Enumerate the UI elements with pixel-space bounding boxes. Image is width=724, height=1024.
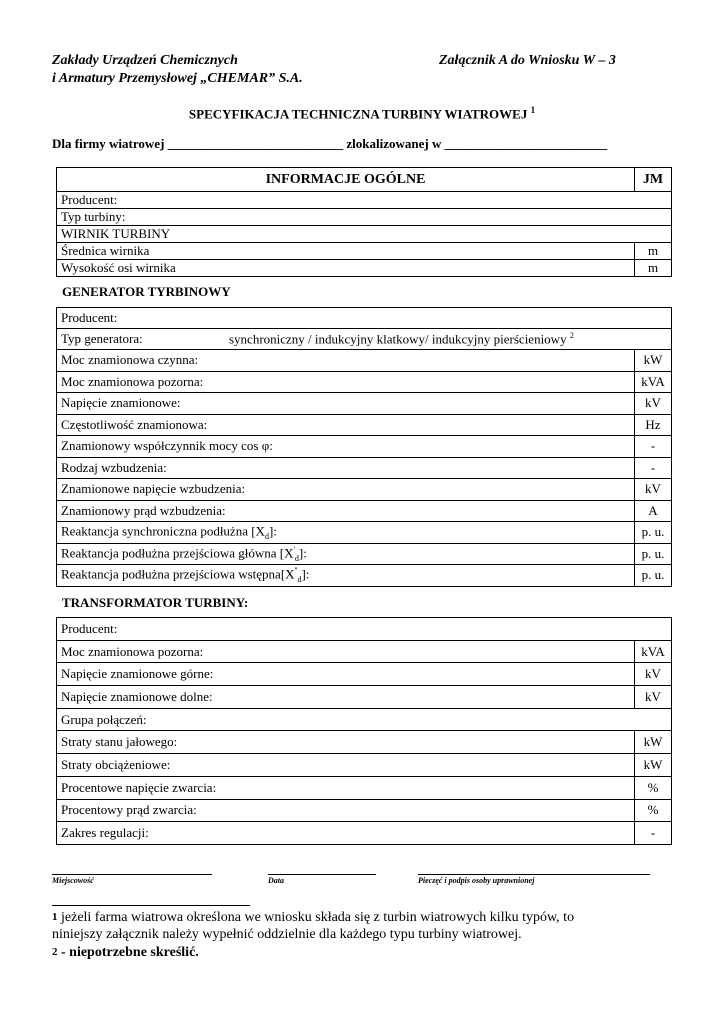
table-row [57,565,672,587]
row-unit: p. u. [635,543,672,565]
row-unit: p. u. [635,522,672,544]
table-row [57,260,672,277]
table-row [57,640,672,663]
footnote-2-number: 2 [52,946,58,958]
row-label: Typ turbiny: [57,209,672,226]
row-label: Moc znamionowa pozorna: [57,371,635,393]
row-unit: kV [635,393,672,415]
row-label: Napięcie znamionowe: [57,393,635,415]
general-info-heading: INFORMACJE OGÓLNE [57,168,635,192]
generator-heading: GENERATOR TYRBINOWY [62,284,231,299]
row-unit: kW [635,731,672,754]
row-label: Znamionowy prąd wzbudzenia: [57,500,635,522]
generator-table [56,307,672,587]
row-unit: kV [635,663,672,686]
reactance-sup: '' [294,566,298,576]
row-unit: p. u. [635,565,672,587]
table-row [57,192,672,209]
row-label: Moc znamionowa czynna: [57,350,635,372]
reactance-sub: d [264,532,269,542]
reactance-label [57,565,635,587]
row-unit: kV [635,686,672,709]
row-label: Grupa połączeń: [57,708,672,731]
row-unit: m [635,243,672,260]
row-unit: A [635,500,672,522]
footnote-separator [52,905,250,906]
attachment-label: Załącznik A do Wniosku W – 3 [439,53,616,68]
reactance-pre: Reaktancja podłużna przejściowa wstępna[X [61,566,295,582]
row-unit: - [635,436,672,458]
row-unit: kV [635,479,672,501]
row-label: Procentowe napięcie zwarcia: [57,776,635,799]
table-row [57,822,672,845]
row-unit: m [635,260,672,277]
firm-line: Dla firmy wiatrowej ___________________________ zlokalizowanej w _________________________ [52,136,608,151]
title-footnote-ref: 1 [530,105,536,115]
transformer-heading: TRANSFORMATOR TURBINY: [62,595,249,610]
row-label: Rodzaj wzbudzenia: [57,457,635,479]
reactance-pre: Reaktancja synchroniczna podłużna [X [61,523,265,539]
date-label: Data [268,876,284,885]
row-label: Straty obciążeniowe: [57,754,635,777]
row-label: Znamionowy współczynnik mocy cos φ: [57,436,635,458]
row-label: Zakres regulacji: [57,822,635,845]
document-title [0,105,724,122]
table-row [57,457,672,479]
date-signature-line [268,874,376,875]
row-label: Straty stanu jałowego: [57,731,635,754]
generator-type-footnote-ref: 2 [569,330,574,340]
row-label: Średnica wirnika [57,243,635,260]
table-row [57,414,672,436]
row-unit: % [635,799,672,822]
generator-type-options: synchroniczny / indukcyjny klatkowy/ indukcyjny pierścieniowy [229,331,567,347]
table-row [57,663,672,686]
general-info-table [56,167,672,277]
row-label: Producent: [57,192,672,209]
row-unit: % [635,776,672,799]
row-unit: kVA [635,371,672,393]
footnote-1-number: 1 [52,911,58,923]
stamp-label: Pieczęć i podpis osoby uprawnionej [418,876,535,885]
row-label: Znamionowe napięcie wzbudzenia: [57,479,635,501]
reactance-pre: Reaktancja podłużna przejściowa główna [X [61,545,294,561]
reactance-sup: ' [293,544,295,554]
row-unit: kVA [635,640,672,663]
table-row [57,350,672,372]
row-label: Producent: [57,618,672,641]
table-row [57,708,672,731]
table-row [57,731,672,754]
reactance-post: ]: [268,523,277,539]
table-row [57,371,672,393]
reactance-label [57,522,635,544]
unit-heading: JM [635,168,672,192]
reactance-label [57,543,635,565]
table-row [57,243,672,260]
row-unit: kW [635,350,672,372]
table-row [57,686,672,709]
row-unit: Hz [635,414,672,436]
table-row [57,776,672,799]
reactance-sub: d [297,575,302,585]
reactance-post: ]: [298,545,307,561]
company-line-2: i Armatury Przemysłowej „CHEMAR” S.A. [52,71,303,86]
footnote-2 [52,944,199,961]
row-unit: - [635,822,672,845]
transformer-table [56,617,672,845]
table-row [57,522,672,544]
row-label: Częstotliwość znamionowa: [57,414,635,436]
table-row [57,226,672,243]
reactance-sub: d [294,553,299,563]
table-row [57,754,672,777]
row-label: WIRNIK TURBINY [57,226,672,243]
company-name [52,52,303,88]
table-row [57,209,672,226]
generator-producer: Producent: [57,308,672,329]
row-label: Napięcie znamionowe dolne: [57,686,635,709]
table-row [57,500,672,522]
row-label: Moc znamionowa pozorna: [57,640,635,663]
footnote-1 [52,909,612,943]
generator-type-label: Typ generatora: [61,331,143,347]
stamp-signature-line [418,874,650,875]
footnote-1-text: jeżeli farma wiatrowa określona we wniosku składa się z turbin wiatrowych kilku typów, to niniejszy załącznik należy wypełnić oddzielnie dla każdego typu turbiny wiatrowej. [52,910,575,942]
table-row [57,618,672,641]
table-row [57,436,672,458]
table-row [57,393,672,415]
row-unit: kW [635,754,672,777]
generator-type-row [57,329,672,350]
row-label: Procentowy prąd zwarcia: [57,799,635,822]
place-label: Miejscowość [52,876,94,885]
table-row [57,543,672,565]
company-line-1: Zakłady Urządzeń Chemicznych [52,53,238,68]
reactance-post: ]: [301,566,310,582]
title-text: SPECYFIKACJA TECHNICZNA TURBINY WIATROWEJ [188,106,528,122]
row-label: Wysokość osi wirnika [57,260,635,277]
table-row [57,479,672,501]
place-signature-line [52,874,212,875]
footnote-2-text: - niepotrzebne skreślić. [61,945,199,960]
table-row [57,799,672,822]
row-unit: - [635,457,672,479]
row-label: Napięcie znamionowe górne: [57,663,635,686]
